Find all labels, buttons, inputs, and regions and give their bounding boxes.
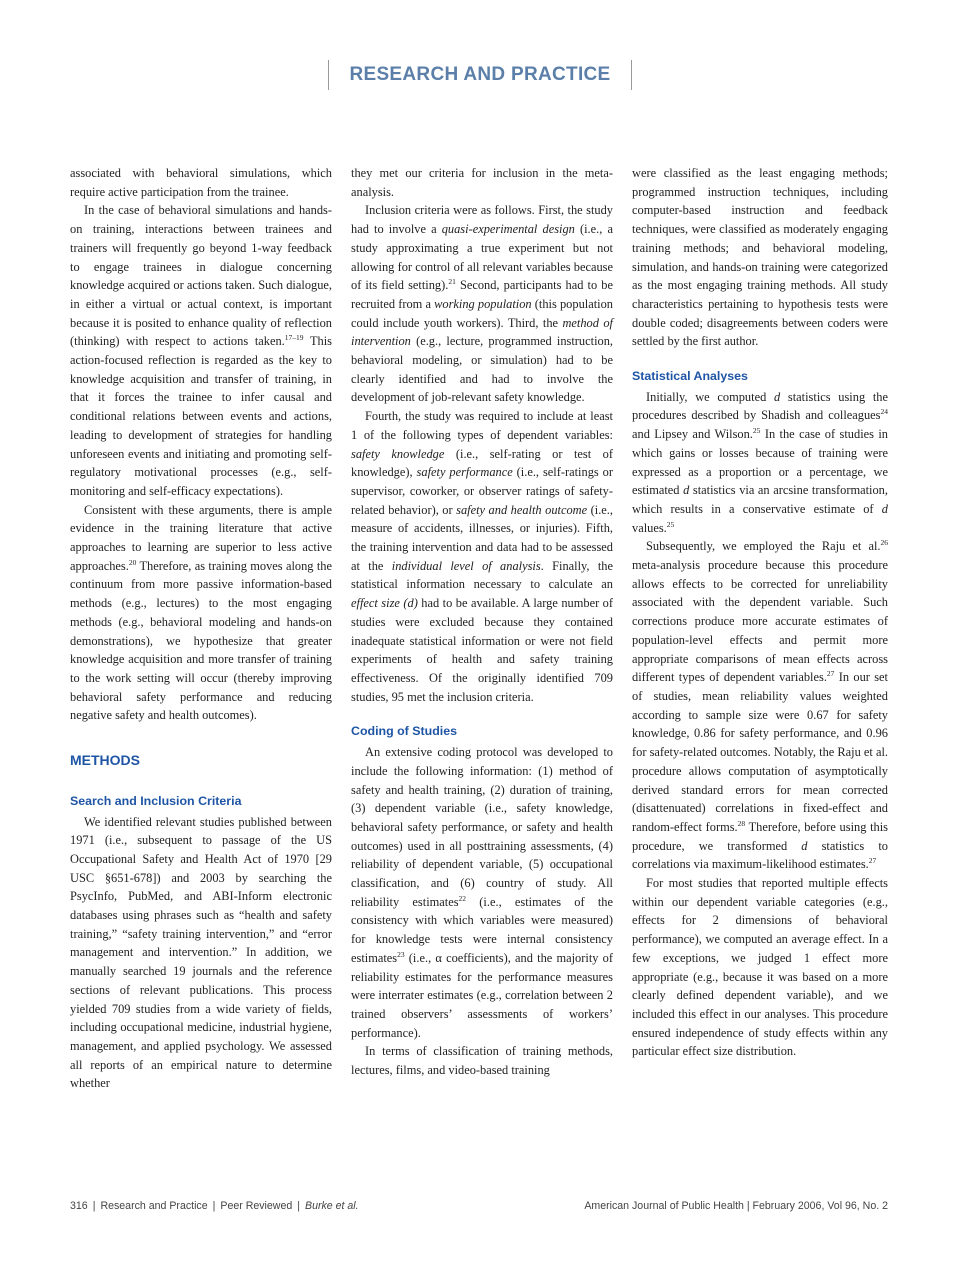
footer-review: Peer Reviewed: [220, 1200, 293, 1212]
reference-superscript: 23: [397, 949, 405, 959]
search-inclusion-heading: Search and Inclusion Criteria: [70, 793, 242, 808]
paragraph: Fourth, the study was required to include at least 1 of the following types of dependent variables: safety knowledge (i.e., self-rating or test of knowledge), safety performance (i.e., self-ratings or supervisor, coworker, or observer ratings of safety-related behavior), or safety and health outcome (i.e., measure of accidents, illnesses, or injuries). Fifth, the training intervention and data had to be assessed at the individual level of analysis. Finally, the statistical information necessary to calculate an effect size (d) had to be available. A large number of studies were excluded because they contained inadequate statistical information or were not field experiments of health and safety training effectiveness. Of the originally identified 709 studies, 95 met the inclusion criteria.: [351, 409, 613, 704]
paragraph: Subsequently, we employed the Raju et al.$^{26}$ meta-analysis procedure because this procedure allows effects to be corrected for unreliability associated with the dependent variable. Such corrections produce more accurate estimates of population-level effects and permit more appropriate comparisons of mean effects across different types of dependent variables.$^{27}$ In our set of studies, mean reliability values weighted according to sample size were 0.67 for safety knowledge, 0.86 for safety performance, and 0.96 for safety-related outcomes. Notably, the Raju et al. procedure allows computation of asymptotically derived standard errors for mean corrected (disattenuated) correlations in fixed-effect and random-effect forms.$^{28}$ Therefore, before using this procedure, we transformed d statistics to correlations via maximum-likelihood estimates.$^{27}$: [632, 538, 888, 872]
footer-section: Research and Practice: [100, 1200, 208, 1212]
paragraph: Initially, we computed d statistics using the procedures described by Shadish and colleagues$^{24}$ and Lipsey and Wilson.$^{25}$ In the case of studies in which gains or losses because of training were expressed as a proportion or a percentage, we estimated d statistics via an arcsine transformation, which results in a conservative estimate of d values.$^{25}$: [632, 389, 889, 535]
page-number: 316: [70, 1200, 88, 1212]
paragraph: In the case of behavioral simulations and hands-on training, interactions between trainees and trainers will frequently go beyond 1-way feedback to engage trainees in dialogue concerning knowledge acquired or actions taken. Such dialogue, in either a virtual or actual context, is important because it is posited to enhance quality of reflection (thinking) with respect to actions taken.$^{17-19}$ This action-focused reflection is regarded as the key to knowledge acquisition and transfer of training, in that it forces the trainee to infer causal and conditional relations between events and actions, leading to development of strategies for handling unforeseen events and initiating and promoting self-regulatory motivational processes (e.g., self-monitoring and self-efficacy expectations).: [70, 203, 333, 498]
reference-superscript: 21: [448, 277, 456, 287]
paragraph: An extensive coding protocol was developed to include the following information: (1) method of safety and health training, (2) duration of training, (3) dependent variable (i.e., safety knowledge, behavioral safety performance, or safety and health outcomes) used in all posttraining assessments, (4) reliability of dependent variable, (5) occupational classification, and (6) country of study. All reliability estimates$^{22}$ (i.e., estimates of the consistency with which variables were measured) for knowledge tests were internal consistency estimates$^{23}$ (i.e., α coefficients), and the majority of reliability estimates for the performance measures were interrater estimates (e.g., correlation between 2 trained observers’ assessments of workers’ performance).: [351, 745, 613, 1040]
reference-superscript: 25: [752, 426, 761, 436]
reference-superscript: 27: [826, 669, 835, 679]
paragraph: were classified as the least engaging methods; programmed instruction techniques, including computer-based instruction and feedback techniques, were classified as moderately engaging training methods; and behavioral modeling, simulation, and hands-on training were categorized as the most engaging training methods. All study characteristics pertaining to hypothesis tests were double coded; disagreements between coders were settled by the first author.: [632, 166, 888, 349]
reference-superscript: 22: [458, 893, 467, 903]
coding-heading: Coding of Studies: [351, 724, 457, 739]
reference-superscript: 20: [128, 557, 137, 567]
reference-superscript: 17–19: [284, 333, 304, 343]
reference-superscript: 28: [737, 818, 746, 828]
paragraph: Consistent with these arguments, there is ample evidence in the training literature that active approaches to learning are superior to less active approaches.$^{20}$ Therefore, as training moves along the continuum from more passive information-based methods (e.g., lectures) to the most engaging methods (e.g., behavioral modeling and hands-on demonstrations), we hypothesize that greater knowledge acquisition and more transfer of training to the work setting will occur (thereby improving behavioral safety performance and reducing negative safety and health outcomes).: [70, 502, 332, 723]
section-title: RESEARCH AND PRACTICE: [349, 64, 611, 85]
paragraph: In terms of classification of training methods, lectures, films, and video-based training: [351, 1044, 613, 1078]
page-footer: 316 | Research and Practice | Peer Reviewed | Burke et al. American Journal of Public Health | February 2006, Vol 96, No. 2: [70, 1200, 888, 1212]
reference-superscript: 25: [666, 519, 675, 529]
journal-citation: American Journal of Public Health | February 2006, Vol 96, No. 2: [584, 1200, 888, 1212]
paragraph: We identified relevant studies published between 1971 (i.e., subsequent to passage of the US Occupational Safety and Health Act of 1970 [29 USC §651-678]) and 2003 by searching the PsycInfo, PubMed, and ABI-Inform electronic databases using phrases such as “health and safety training,” “safety training intervention,” and “error management and intervention.” In addition, we manually searched 19 journals and the reference sections of relevant publications. This process yielded 709 studies from a wide variety of fields, including occupational medicine, industrial hygiene, management, and applied psychology. We assessed all reports of an empirical nature to determine whether: [70, 814, 332, 1091]
reference-superscript: 26: [880, 538, 888, 548]
statistical-analyses-heading: Statistical Analyses: [632, 369, 748, 384]
reference-superscript: 27: [868, 856, 877, 866]
paragraph: For most studies that reported multiple effects within our dependent variable categories (e.g., effects for 2 dimensions of behavioral performance), we computed an average effect. In a few exceptions, we judged 1 effect more appropriate (e.g., because it was based on a more clearly defined dependent variable), and we included this effect in our analyses. This procedure ensured independence of study effects within any particular effect size distribution.: [632, 876, 888, 1059]
paragraph: associated with behavioral simulations, which require active participation from the trainee.: [70, 166, 332, 199]
footer-authors: Burke et al.: [305, 1200, 359, 1212]
reference-superscript: 24: [880, 407, 888, 417]
column-2: [351, 164, 613, 1080]
column-1: [70, 164, 332, 1093]
paragraph: Inclusion criteria were as follows. First, the study had to involve a quasi-experimental design (i.e., a study approximating a true experiment but not allowing for control of all relevant variables because of its field setting).$^{21}$ Second, participants had to be recruited from a working population (this population could include youth workers). Third, the method of intervention (e.g., lecture, programmed instruction, behavioral modeling, or simulation) had to be clearly identified and had to involve the development of job-relevant safety knowledge.: [351, 203, 613, 405]
header-right-rule: [631, 60, 632, 90]
running-header: [0, 60, 960, 90]
methods-heading: METHODS: [70, 752, 140, 769]
column-3: [632, 164, 888, 1061]
header-left-rule: [328, 60, 329, 90]
paragraph: they met our criteria for inclusion in the meta-analysis.: [351, 166, 613, 199]
